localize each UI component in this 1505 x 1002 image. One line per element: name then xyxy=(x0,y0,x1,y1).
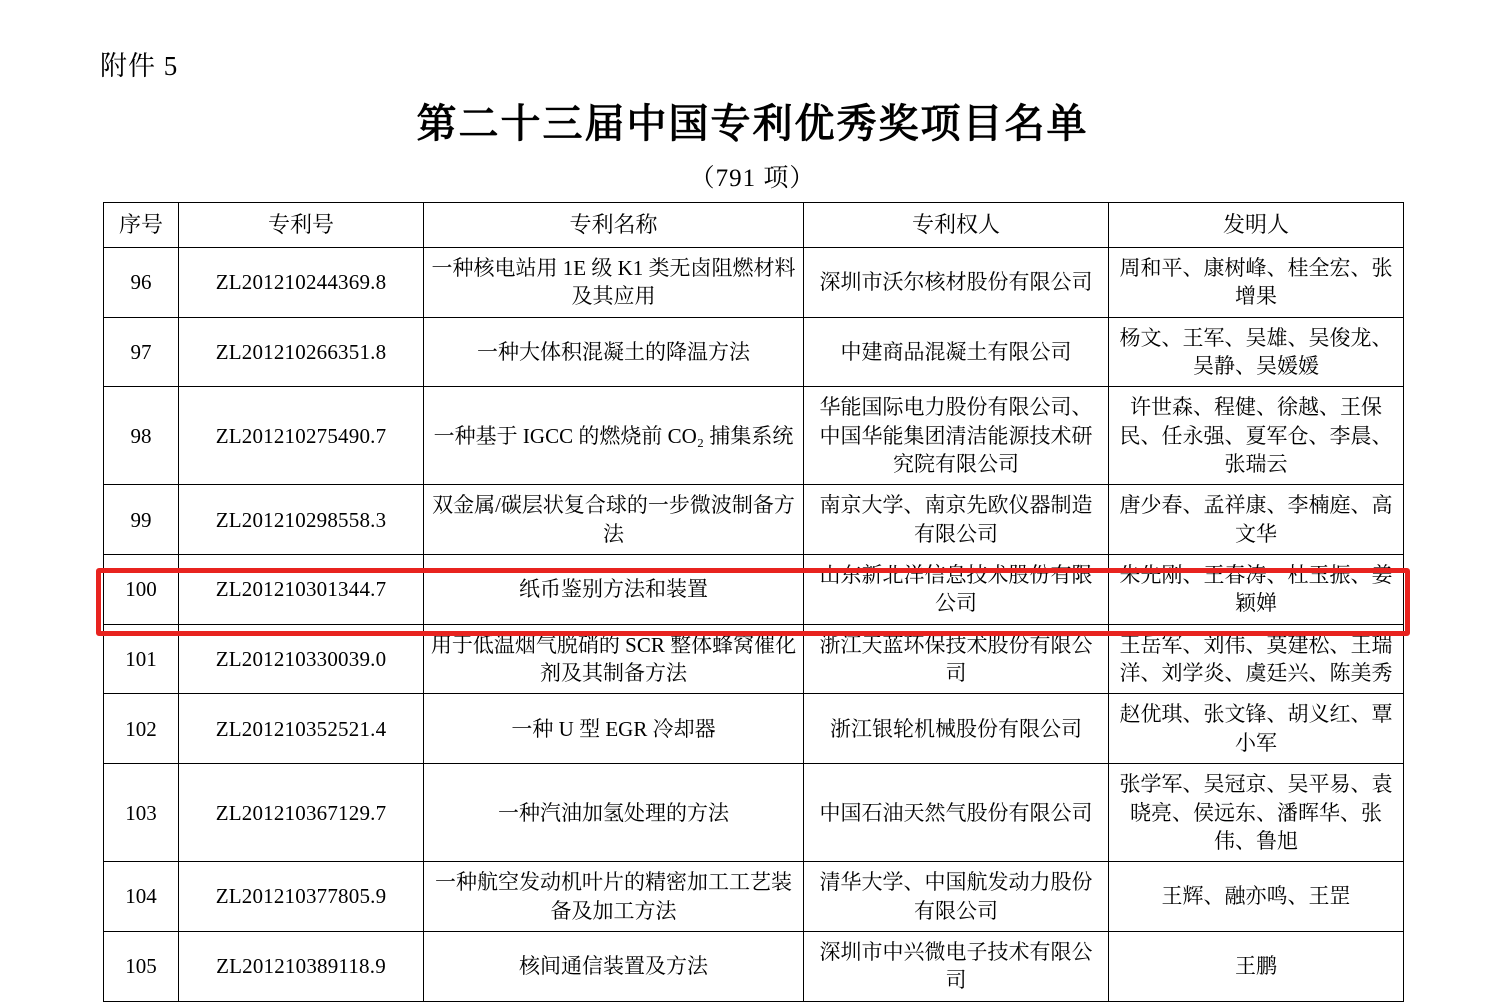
cell-owner: 深圳市中兴微电子技术有限公司 xyxy=(804,931,1109,1001)
column-header-inventors: 发明人 xyxy=(1109,203,1404,248)
column-header-seq: 序号 xyxy=(104,203,179,248)
cell-owner: 浙江银轮机械股份有限公司 xyxy=(804,694,1109,764)
table-row xyxy=(104,555,1404,625)
cell-seq: 105 xyxy=(104,931,179,1001)
patent-table xyxy=(103,202,1404,1002)
cell-seq: 101 xyxy=(104,624,179,694)
table-row xyxy=(104,862,1404,932)
cell-patent-name: 一种汽油加氢处理的方法 xyxy=(424,764,804,862)
cell-patent-no: ZL201210266351.8 xyxy=(179,317,424,387)
cell-inventors: 王岳军、刘伟、莫建松、王瑞洋、刘学炎、虞廷兴、陈美秀 xyxy=(1109,624,1404,694)
cell-inventors: 王辉、融亦鸣、王罡 xyxy=(1109,862,1404,932)
cell-patent-no: ZL201210244369.8 xyxy=(179,248,424,318)
cell-patent-name: 用于低温烟气脱硝的 SCR 整体蜂窝催化剂及其制备方法 xyxy=(424,624,804,694)
table-header-row xyxy=(104,203,1404,248)
column-header-owner: 专利权人 xyxy=(804,203,1109,248)
attachment-label: 附件 5 xyxy=(100,51,179,81)
table-row xyxy=(104,387,1404,485)
cell-owner: 南京大学、南京先欧仪器制造有限公司 xyxy=(804,485,1109,555)
table-row xyxy=(104,317,1404,387)
cell-patent-name: 一种航空发动机叶片的精密加工工艺装备及加工方法 xyxy=(424,862,804,932)
cell-inventors: 赵优琪、张文锋、胡义红、覃小军 xyxy=(1109,694,1404,764)
table-row xyxy=(104,485,1404,555)
table-row xyxy=(104,248,1404,318)
cell-patent-name: 双金属/碳层状复合球的一步微波制备方法 xyxy=(424,485,804,555)
cell-patent-name: 一种大体积混凝土的降温方法 xyxy=(424,317,804,387)
page-title: 第二十三届中国专利优秀奖项目名单 xyxy=(416,101,1089,146)
cell-owner: 深圳市沃尔核材股份有限公司 xyxy=(804,248,1109,318)
cell-seq: 98 xyxy=(104,387,179,485)
cell-owner: 华能国际电力股份有限公司、中国华能集团清洁能源技术研究院有限公司 xyxy=(804,387,1109,485)
cell-patent-no: ZL201210330039.0 xyxy=(179,624,424,694)
cell-inventors: 许世森、程健、徐越、王保民、任永强、夏军仓、李晨、张瑞云 xyxy=(1109,387,1404,485)
cell-seq: 100 xyxy=(104,555,179,625)
table-row xyxy=(104,694,1404,764)
cell-patent-name: 核间通信装置及方法 xyxy=(424,931,804,1001)
cell-patent-no: ZL201210275490.7 xyxy=(179,387,424,485)
cell-owner: 清华大学、中国航发动力股份有限公司 xyxy=(804,862,1109,932)
cell-patent-name: 一种 U 型 EGR 冷却器 xyxy=(424,694,804,764)
cell-owner: 中建商品混凝土有限公司 xyxy=(804,317,1109,387)
item-count-subtitle: （791 项） xyxy=(689,165,816,192)
cell-patent-no: ZL201210377805.9 xyxy=(179,862,424,932)
column-header-patent-no: 专利号 xyxy=(179,203,424,248)
cell-seq: 96 xyxy=(104,248,179,318)
cell-patent-name: 一种基于 IGCC 的燃烧前 CO₂ 捕集系统 xyxy=(424,387,804,485)
table-row-highlighted xyxy=(104,624,1404,694)
cell-inventors: 张学军、吴冠京、吴平易、袁晓亮、侯远东、潘晖华、张伟、鲁旭 xyxy=(1109,764,1404,862)
table-row xyxy=(104,931,1404,1001)
cell-inventors: 周和平、康树峰、桂全宏、张增果 xyxy=(1109,248,1404,318)
cell-owner: 浙江天蓝环保技术股份有限公司 xyxy=(804,624,1109,694)
cell-seq: 102 xyxy=(104,694,179,764)
cell-seq: 97 xyxy=(104,317,179,387)
table-body xyxy=(104,248,1404,1002)
cell-owner: 中国石油天然气股份有限公司 xyxy=(804,764,1109,862)
cell-patent-no: ZL201210389118.9 xyxy=(179,931,424,1001)
column-header-patent-name: 专利名称 xyxy=(424,203,804,248)
cell-owner: 山东新北洋信息技术股份有限公司 xyxy=(804,555,1109,625)
cell-inventors: 杨文、王军、吴雄、吴俊龙、吴静、吴媛媛 xyxy=(1109,317,1404,387)
cell-patent-no: ZL201210301344.7 xyxy=(179,555,424,625)
cell-patent-no: ZL201210352521.4 xyxy=(179,694,424,764)
cell-seq: 104 xyxy=(104,862,179,932)
patent-table-container xyxy=(103,202,1403,1002)
cell-inventors: 朱先刚、王春涛、杜玉振、姜颖婵 xyxy=(1109,555,1404,625)
cell-inventors: 唐少春、孟祥康、李楠庭、高文华 xyxy=(1109,485,1404,555)
cell-patent-name: 一种核电站用 1E 级 K1 类无卤阻燃材料及其应用 xyxy=(424,248,804,318)
cell-patent-name: 纸币鉴别方法和装置 xyxy=(424,555,804,625)
cell-patent-no: ZL201210367129.7 xyxy=(179,764,424,862)
cell-patent-no: ZL201210298558.3 xyxy=(179,485,424,555)
table-row xyxy=(104,764,1404,862)
cell-seq: 103 xyxy=(104,764,179,862)
cell-seq: 99 xyxy=(104,485,179,555)
cell-inventors: 王鹏 xyxy=(1109,931,1404,1001)
